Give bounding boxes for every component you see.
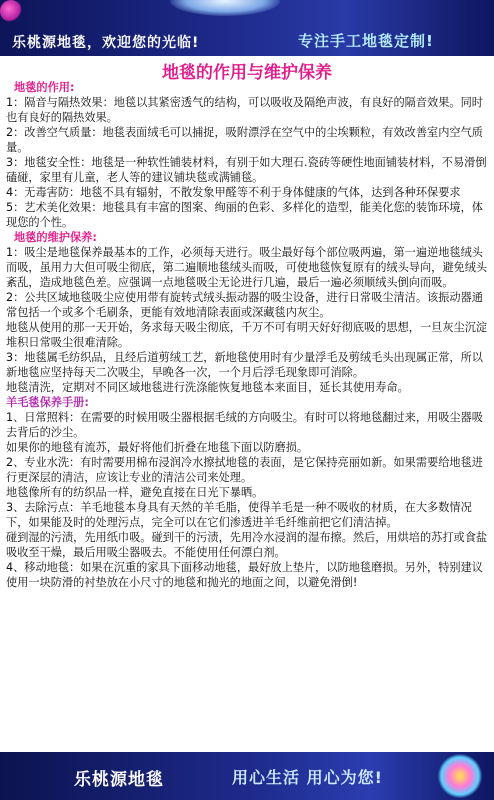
- paragraph: 1：隔音与隔热效果：地毯以其紧密透气的结构，可以吸收及隔绝声波，有良好的隔音效果。同时也有良好的隔热效果。: [6, 96, 483, 124]
- paragraph: 2：公共区域地毯吸尘应使用带有旋转式绒头振动器的吸尘设备，进行日常吸尘清洁。该振动器通常包括一个或多个毛刷条，更能有效地清除表面或深藏毯内灰尘。: [6, 291, 483, 319]
- paragraph: 3：地毯属毛纺织品，且经后道剪绒工艺，新地毯使用时有少量浮毛及剪绒毛头出现属正常，所以新地毯应坚持每天二次吸尘，早晚各一次，一个月后浮毛现象即可消除。: [6, 351, 483, 379]
- paragraph: 如果你的地毯有流苏，最好将他们折叠在地毯下面以防磨损。: [6, 441, 309, 454]
- paragraph: 1：吸尘是地毯保养最基本的工作，必须每天进行。吸尘最好每个部位吸两遍，第一遍逆地毯绒头而吸，虽用力大但可吸尘彻底，第二遍顺地毯绒头而吸，可使地毯恢复原有的绒头导向，避免绒头紊乱，造成地毯色差。应强调一点地毯吸尘无论进行几遍，最后一遍必须顺绒头倒向而吸。: [6, 246, 488, 289]
- paragraph: 2、专业水洗：有时需要用棉布浸润冷水擦拭地毯的表面，是它保持亮丽如新。如果需要给地毯进行更深层的清洁，应该让专业的清洁公司来处理。: [6, 456, 483, 484]
- paragraph: 5：艺术美化效果：地毯具有丰富的图案、绚丽的色彩、多样化的造型，能美化您的装饰环境，体现您的个性。: [6, 201, 483, 229]
- section-heading-maintenance: 地毯的维护保养:: [14, 231, 97, 244]
- section-heading-functions: 地毯的作用:: [14, 81, 75, 94]
- paragraph: 地毯从使用的那一天开始，务求每天吸尘彻底，千万不可有明天好好彻底吸的思想，一旦灰尘沉淀堆积日常吸尘很难清除。: [6, 321, 488, 349]
- article-body: [0, 80, 494, 590]
- paragraph: 2：改善空气质量：地毯表面绒毛可以捕捉，吸附漂浮在空气中的尘埃颗粒，有效改善室内空气质量。: [6, 126, 483, 154]
- page-title: 地毯的作用与维护保养: [162, 63, 332, 83]
- paragraph: 地毯清洗，定期对不同区域地毯进行洗涤能恢复地毯本来面目，延长其使用寿命。: [6, 381, 409, 394]
- paragraph: 地毯像所有的纺织品一样，避免直接在日光下暴晒。: [6, 486, 264, 499]
- decorative-orb: [0, 0, 22, 22]
- welcome-text: 乐桃源地毯，欢迎您的光临!: [12, 35, 200, 51]
- footer-motto: 用心生活 用心为您!: [232, 768, 383, 787]
- flower-logo-icon: [438, 754, 482, 798]
- header-banner: [0, 0, 494, 56]
- paragraph: 4：无毒害防：地毯不具有辐射，不散发象甲醛等不利于身体健康的气体，达到各种环保要求: [6, 186, 461, 199]
- paragraph: 碰到湿的污渍，先用纸巾吸。碰到干的污渍，先用冷水浸润的湿布擦。然后，用烘培的苏打或食盐吸收至干燥，最后用吸尘器吸去。不能使用任何漂白剂。: [6, 531, 488, 559]
- footer-brand: 乐桃源地毯: [74, 770, 164, 790]
- paragraph: 3、去除污点：羊毛地毯本身具有天然的羊毛脂，使得羊毛是一种不吸收的材质，在大多数情况下，如果能及时的处理污点，完全可以在它们渗透进羊毛纤维前把它们清洁掉。: [6, 501, 472, 529]
- slogan-text: 专注手工地毯定制!: [298, 32, 434, 50]
- paragraph: 1、日常照料：在需要的时候用吸尘器根据毛绒的方向吸尘。有时可以将地毯翻过来，用吸尘器吸去背后的沙尘。: [6, 411, 483, 439]
- paragraph: 4、移动地毯：如果在沉重的家具下面移动地毯，最好放上垫片，以防地毯磨损。另外，特别建议使用一块防滑的衬垫放在小尺寸的地毯和抛光的地面之间，以避免滑倒!: [6, 561, 483, 589]
- section-heading-wool-care: 羊毛毯保养手册:: [6, 396, 89, 409]
- decorative-glow: [170, 0, 280, 16]
- footer-banner: [0, 752, 494, 800]
- paragraph: 3：地毯安全性：地毯是一种软性铺装材料，有别于如大理石.瓷砖等硬性地面铺装材料，不易滑倒磕碰，家里有儿童，老人等的建议铺块毯或满铺毯。: [6, 156, 487, 184]
